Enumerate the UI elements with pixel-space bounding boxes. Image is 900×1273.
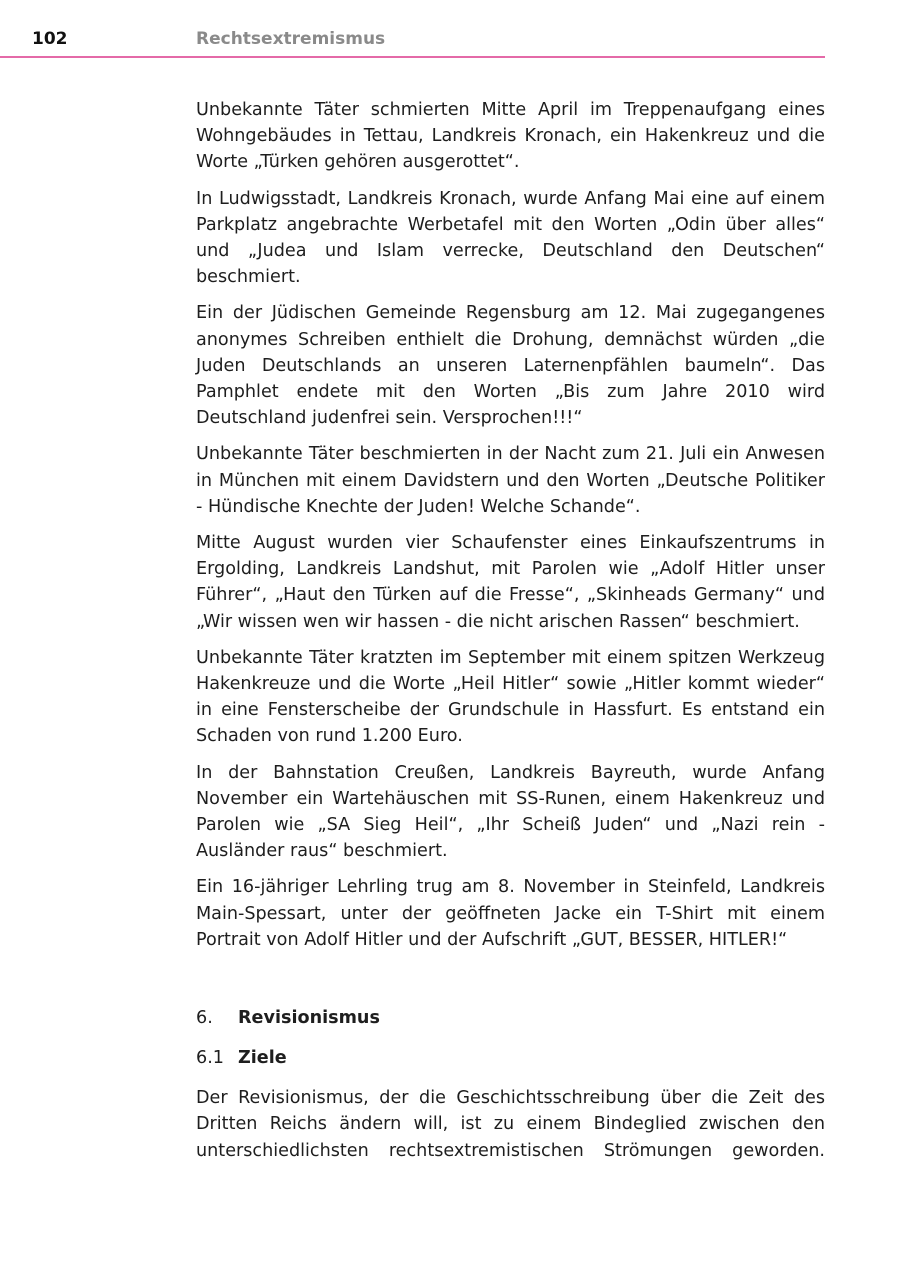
section-number: 6. bbox=[196, 1008, 213, 1029]
paragraph-ludwigsstadt: In Ludwigsstadt, Landkreis Kronach, wurde Anfang Mai eine auf einem Parkplatz angebrachte Werbetafel mit den Worten „Odin über alles“ und „Judea und Islam verrecke, Deutschland den Deutschen“ beschmiert. bbox=[196, 188, 825, 288]
paragraph-tettau: Unbekannte Täter schmierten Mitte April im Treppenaufgang eines Wohngebäudes in Tettau, Landkreis Kronach, ein Hakenkreuz und die Worte „Türken gehören ausgerottet“. bbox=[196, 100, 825, 173]
running-title: Rechtsextremismus bbox=[196, 29, 386, 49]
subsection-title: Ziele bbox=[238, 1048, 287, 1069]
paragraph-hassfurt: Unbekannte Täter kratzten im September mit einem spitzen Werkzeug Hakenkreuze und die Worte „Heil Hitler“ sowie „Hitler kommt wieder“ in eine Fensterscheibe der Grundschule in Hassfurt. Es entstand ein Schaden von rund 1.200 Euro. bbox=[196, 647, 825, 747]
subsection-number: 6.1 bbox=[196, 1048, 224, 1069]
page-header bbox=[0, 0, 900, 60]
subsection-heading bbox=[196, 1045, 825, 1071]
section-heading bbox=[196, 1005, 825, 1031]
paragraph-revisionismus: Der Revisionismus, der die Geschichtsschreibung über die Zeit des Dritten Reichs ändern will, ist zu einem Bindeglied zwischen den unterschiedlichsten rechtsextremistischen Strömungen geworden. bbox=[196, 1088, 825, 1161]
section-title: Revisionismus bbox=[238, 1008, 380, 1029]
page-number: 102 bbox=[32, 29, 68, 49]
paragraph-regensburg: Ein der Jüdischen Gemeinde Regensburg am 12. Mai zugegangenes anonymes Schreiben enthielt die Drohung, demnächst würden „die Juden Deutschlands an unseren Laternenpfählen baumeln“. Das Pamphlet endete mit den Worten „Bis zum Jahre 2010 wird Deutschland judenfrei sein. Versprochen!!!“ bbox=[196, 303, 825, 429]
paragraph-muenchen: Unbekannte Täter beschmierten in der Nacht zum 21. Juli ein Anwesen in München mit einem Davidstern und den Worten „Deutsche Politiker - Hündische Knechte der Juden! Welche Schande“. bbox=[196, 444, 825, 517]
paragraph-ergolding: Mitte August wurden vier Schaufenster eines Einkaufszentrums in Ergolding, Landkreis Landshut, mit Parolen wie „Adolf Hitler unser Führer“, „Haut den Türken auf die Fresse“, „Skinheads Germany“ und „Wir wissen wen wir hassen - die nicht arischen Rassen“ beschmiert. bbox=[196, 533, 825, 632]
header-rule bbox=[0, 56, 825, 58]
paragraph-steinfeld: Ein 16-jähriger Lehrling trug am 8. November in Steinfeld, Landkreis Main-Spessart, unter der geöffneten Jacke ein T-Shirt mit einem Portrait von Adolf Hitler und der Aufschrift „GUT, BESSER, HITLER!“ bbox=[196, 877, 825, 950]
paragraph-creussen: In der Bahnstation Creußen, Landkreis Bayreuth, wurde Anfang November ein Wartehäuschen mit SS-Runen, einem Hakenkreuz und Parolen wie „SA Sieg Heil“, „Ihr Scheiß Juden“ und „Nazi rein - Ausländer raus“ beschmiert. bbox=[196, 762, 825, 862]
page-body bbox=[196, 97, 825, 1174]
